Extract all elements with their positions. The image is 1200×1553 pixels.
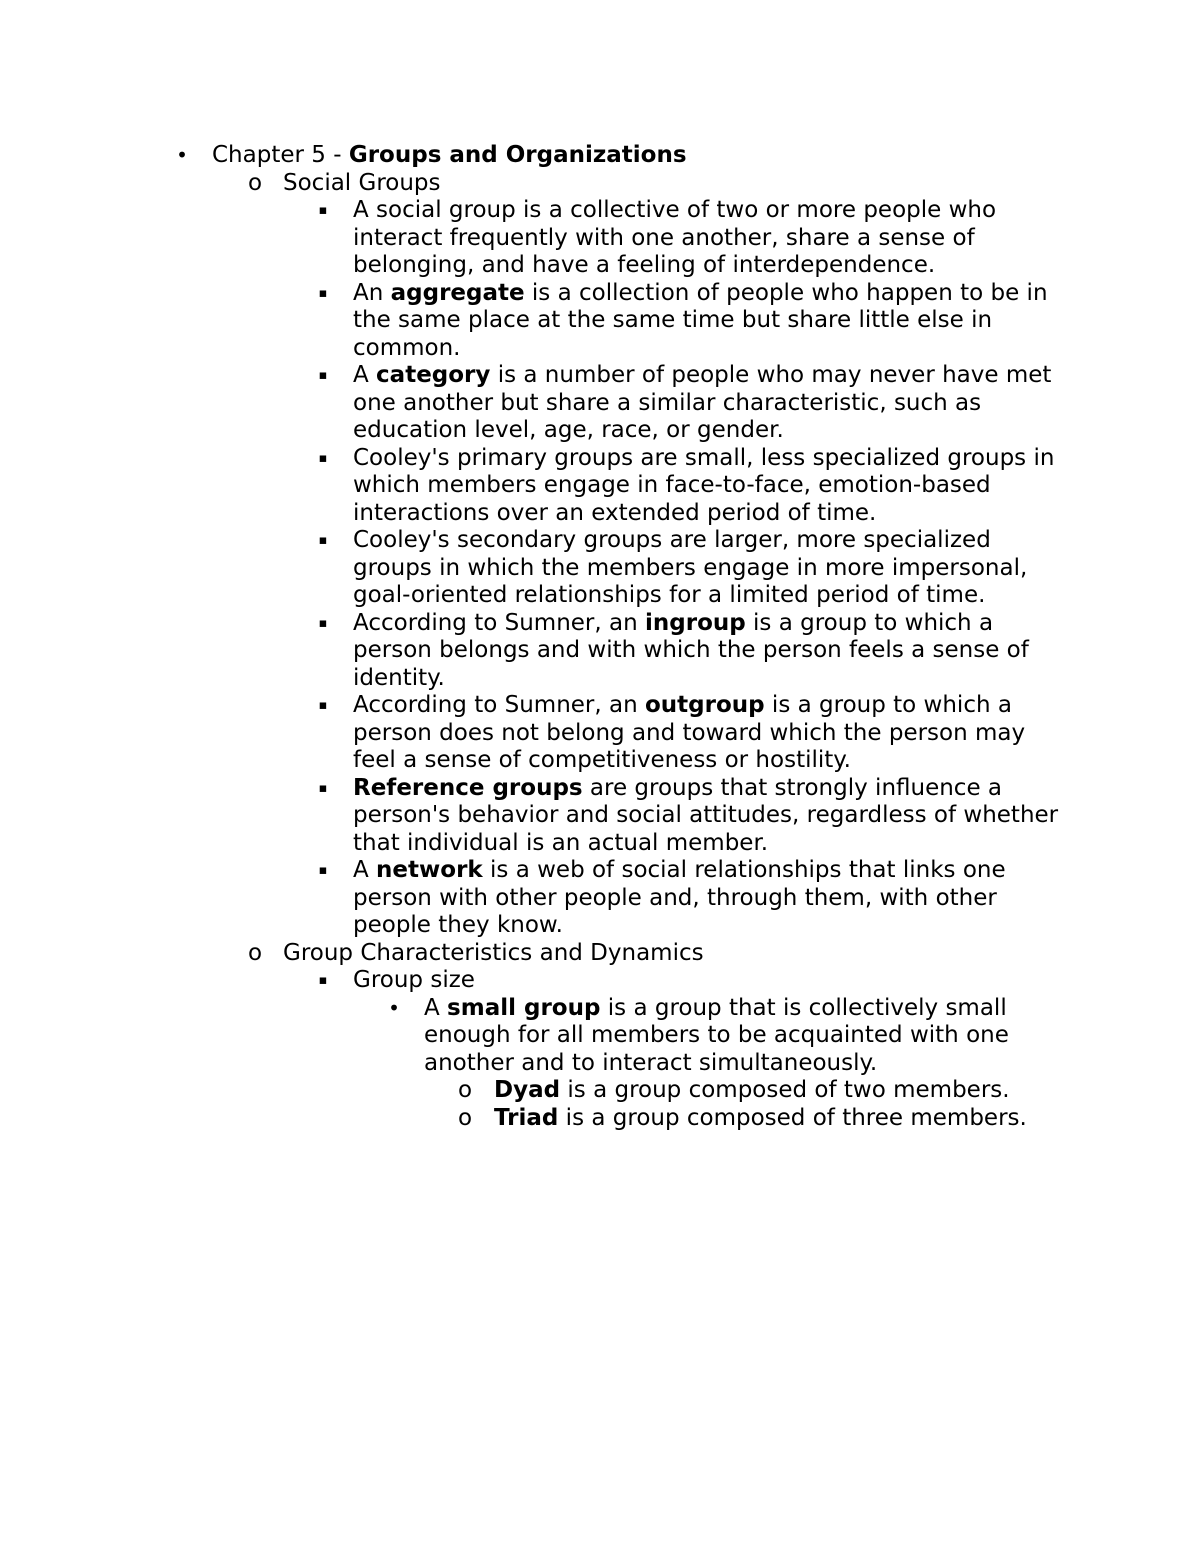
bullet-square-icon: ▪	[318, 285, 328, 301]
list-item: ▪ A category is a number of people who may never have met one another but share a similar characteristic, such as education level, age, race, or gender.	[0, 362, 1063, 445]
list-item: ▪ According to Sumner, an ingroup is a group to which a person belongs and with which the person feels a sense of identity.	[0, 610, 1063, 693]
section-heading: Social Groups	[283, 169, 441, 196]
chapter-prefix: Chapter 5 -	[212, 142, 349, 168]
bullet-square-icon: ▪	[318, 973, 328, 988]
section-social-groups	[0, 170, 1063, 198]
list-item-group-size: ▪ Group size	[0, 967, 1063, 995]
section-heading: Group Characteristics and Dynamics	[283, 939, 704, 966]
list-item: ▪ Cooley's secondary groups are larger, more specialized groups in which the members engage in more impersonal, goal-oriented relationships for a limited period of time.	[0, 527, 1063, 610]
list-item: ▪ A network is a web of social relationships that links one person with other people and, through them, with other people they know.	[0, 857, 1063, 940]
bullet-circle-icon: o	[457, 1077, 473, 1103]
list-item-dyad: o Dyad is a group composed of two members.	[0, 1077, 1064, 1105]
bullet-circle-icon: o	[457, 1104, 473, 1131]
list-item-small-group: • A small group is a group that is collectively small enough for all members to be acquainted with one another and to interact simultaneously.	[0, 995, 1064, 1078]
chapter-item	[0, 142, 1052, 170]
bullet-square-icon: ▪	[318, 533, 328, 548]
list-item-triad: o Triad is a group composed of three members.	[0, 1105, 1064, 1133]
bullet-circle-icon: o	[247, 169, 263, 196]
bullet-circle-icon: o	[247, 939, 263, 966]
list-item: ▪ A social group is a collective of two or more people who interact frequently with one another, share a sense of belonging, and have a feeling of interdependence.	[0, 197, 1063, 280]
bullet-square-icon: ▪	[318, 863, 328, 878]
bullet-disc-icon: •	[176, 143, 188, 167]
bullet-square-icon: ▪	[318, 203, 328, 218]
bullet-square-icon: ▪	[318, 450, 328, 466]
bullet-square-icon: ▪	[318, 780, 328, 796]
bullet-square-icon: ▪	[318, 615, 328, 631]
bullet-square-icon: ▪	[318, 368, 328, 383]
chapter-title: Groups and Organizations	[348, 142, 687, 168]
chapter-heading	[212, 142, 1052, 170]
document-page	[0, 142, 1200, 1132]
list-item: ▪ Reference groups are groups that strongly influence a person's behavior and social attitudes, regardless of whether that individual is an actual member.	[0, 775, 1063, 858]
list-item: ▪ An aggregate is a collection of people who happen to be in the same place at the same time but share little else in common.	[0, 280, 1063, 363]
list-item: ▪ Cooley's primary groups are small, less specialized groups in which members engage in face-to-face, emotion-based interactions over an extended period of time.	[0, 445, 1063, 528]
bullet-disc-icon: •	[388, 995, 400, 1020]
section-group-characteristics	[0, 940, 1063, 968]
bullet-square-icon: ▪	[318, 698, 328, 713]
list-item: ▪ According to Sumner, an outgroup is a group to which a person does not belong and toward which the person may feel a sense of competitiveness or hostility.	[0, 692, 1063, 775]
